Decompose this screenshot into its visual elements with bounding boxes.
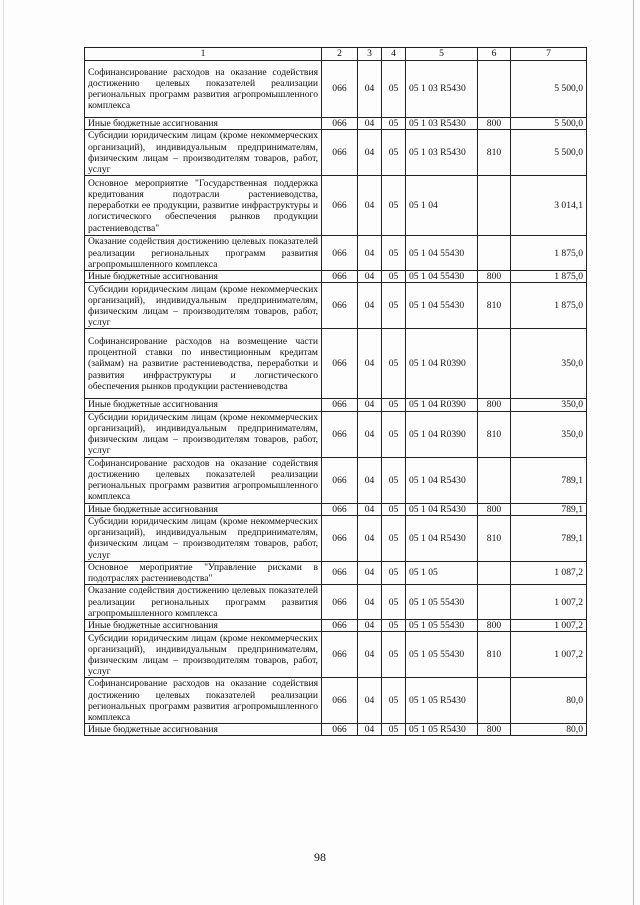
row-csr: 05 1 05 55430 — [406, 620, 478, 632]
header-col-7: 7 — [511, 48, 587, 61]
table-row — [85, 585, 587, 620]
row-rz: 04 — [358, 329, 382, 399]
row-vr: 810 — [478, 283, 511, 329]
row-grbs: 066 — [322, 271, 358, 283]
row-vr — [478, 236, 511, 271]
header-col-3: 3 — [358, 48, 382, 61]
row-sum: 1 875,0 — [511, 271, 587, 283]
row-csr: 05 1 05 R5430 — [406, 724, 478, 736]
row-csr: 05 1 04 R5430 — [406, 503, 478, 515]
row-grbs: 066 — [322, 236, 358, 271]
table-row — [85, 620, 587, 632]
row-grbs: 066 — [322, 130, 358, 176]
row-pr: 05 — [382, 632, 406, 678]
row-vr — [478, 61, 511, 118]
row-pr: 05 — [382, 61, 406, 118]
row-grbs: 066 — [322, 411, 358, 457]
row-rz: 04 — [358, 61, 382, 118]
row-rz: 04 — [358, 561, 382, 584]
row-name: Иные бюджетные ассигнования — [85, 271, 322, 283]
row-name: Оказание содействия достижению целевых показателей реализации региональных программ развития агропромышленного комплекса — [85, 585, 322, 620]
row-rz: 04 — [358, 585, 382, 620]
row-vr — [478, 678, 511, 724]
row-pr: 05 — [382, 176, 406, 236]
row-sum: 1 007,2 — [511, 632, 587, 678]
row-csr: 05 1 05 R5430 — [406, 678, 478, 724]
row-pr: 05 — [382, 271, 406, 283]
table-row — [85, 130, 587, 176]
table-row — [85, 561, 587, 584]
row-vr — [478, 585, 511, 620]
row-name: Иные бюджетные ассигнования — [85, 620, 322, 632]
row-pr: 05 — [382, 399, 406, 411]
row-name: Субсидии юридическим лицам (кроме некоммерческих организаций), индивидуальным предпринимателям, физическим лицам – производителям товаров, работ, услуг — [85, 411, 322, 457]
row-name: Софинансирование расходов на возмещение части процентной ставки по инвестиционным кредитам (займам) на развитие растениеводства, переработки и развития инфраструктуры и логистического обеспечения рынков продукции растениеводства — [85, 329, 322, 399]
row-vr — [478, 329, 511, 399]
row-rz: 04 — [358, 515, 382, 561]
table-row — [85, 515, 587, 561]
row-rz: 04 — [358, 118, 382, 130]
row-name: Субсидии юридическим лицам (кроме некоммерческих организаций), индивидуальным предпринимателям, физическим лицам – производителям товаров, работ, услуг — [85, 130, 322, 176]
row-pr: 05 — [382, 678, 406, 724]
row-rz: 04 — [358, 411, 382, 457]
row-sum: 80,0 — [511, 678, 587, 724]
row-vr: 800 — [478, 503, 511, 515]
row-csr: 05 1 05 — [406, 561, 478, 584]
row-csr: 05 1 04 R0390 — [406, 329, 478, 399]
row-sum: 789,1 — [511, 515, 587, 561]
row-pr: 05 — [382, 503, 406, 515]
row-vr — [478, 176, 511, 236]
row-vr: 800 — [478, 399, 511, 411]
row-grbs: 066 — [322, 503, 358, 515]
row-csr: 05 1 04 R0390 — [406, 399, 478, 411]
row-pr: 05 — [382, 236, 406, 271]
row-vr: 800 — [478, 724, 511, 736]
row-name: Субсидии юридическим лицам (кроме некоммерческих организаций), индивидуальным предпринимателям, физическим лицам – производителям товаров, работ, услуг — [85, 283, 322, 329]
row-pr: 05 — [382, 130, 406, 176]
row-csr: 05 1 03 R5430 — [406, 61, 478, 118]
row-grbs: 066 — [322, 118, 358, 130]
row-sum: 5 500,0 — [511, 130, 587, 176]
row-rz: 04 — [358, 236, 382, 271]
row-sum: 1 007,2 — [511, 620, 587, 632]
header-col-5: 5 — [406, 48, 478, 61]
row-pr: 05 — [382, 561, 406, 584]
row-grbs: 066 — [322, 61, 358, 118]
row-grbs: 066 — [322, 283, 358, 329]
row-vr — [478, 561, 511, 584]
row-rz: 04 — [358, 457, 382, 503]
row-grbs: 066 — [322, 724, 358, 736]
row-pr: 05 — [382, 515, 406, 561]
row-pr: 05 — [382, 457, 406, 503]
row-rz: 04 — [358, 271, 382, 283]
table-row — [85, 399, 587, 411]
row-name: Софинансирование расходов на оказание содействия достижению целевых показателей реализации региональных программ развития агропромышленного комплекса — [85, 678, 322, 724]
row-rz: 04 — [358, 632, 382, 678]
table-row — [85, 678, 587, 724]
table-row — [85, 503, 587, 515]
row-grbs: 066 — [322, 457, 358, 503]
row-rz: 04 — [358, 724, 382, 736]
row-vr: 810 — [478, 515, 511, 561]
row-grbs: 066 — [322, 585, 358, 620]
row-grbs: 066 — [322, 329, 358, 399]
row-rz: 04 — [358, 678, 382, 724]
row-sum: 5 500,0 — [511, 61, 587, 118]
table-row — [85, 283, 587, 329]
page-number: 98 — [314, 850, 326, 864]
row-csr: 05 1 04 55430 — [406, 283, 478, 329]
row-grbs: 066 — [322, 399, 358, 411]
row-name: Иные бюджетные ассигнования — [85, 503, 322, 515]
row-sum: 1 087,2 — [511, 561, 587, 584]
row-rz: 04 — [358, 620, 382, 632]
row-rz: 04 — [358, 283, 382, 329]
row-sum: 1 875,0 — [511, 236, 587, 271]
table-row — [85, 411, 587, 457]
row-sum: 350,0 — [511, 411, 587, 457]
row-rz: 04 — [358, 503, 382, 515]
header-col-1: 1 — [85, 48, 322, 61]
row-pr: 05 — [382, 724, 406, 736]
row-name: Иные бюджетные ассигнования — [85, 118, 322, 130]
row-csr: 05 1 05 55430 — [406, 632, 478, 678]
row-sum: 80,0 — [511, 724, 587, 736]
row-sum: 350,0 — [511, 399, 587, 411]
row-vr: 800 — [478, 118, 511, 130]
row-pr: 05 — [382, 118, 406, 130]
row-name: Субсидии юридическим лицам (кроме некоммерческих организаций), индивидуальным предпринимателям, физическим лицам – производителям товаров, работ, услуг — [85, 632, 322, 678]
row-sum: 1 875,0 — [511, 283, 587, 329]
row-pr: 05 — [382, 283, 406, 329]
row-csr: 05 1 04 R5430 — [406, 457, 478, 503]
row-name: Иные бюджетные ассигнования — [85, 399, 322, 411]
row-name: Субсидии юридическим лицам (кроме некоммерческих организаций), индивидуальным предпринимателям, физическим лицам – производителям товаров, работ, услуг — [85, 515, 322, 561]
table-row — [85, 457, 587, 503]
row-vr: 810 — [478, 632, 511, 678]
row-grbs: 066 — [322, 632, 358, 678]
table-body — [85, 48, 587, 736]
row-vr: 810 — [478, 411, 511, 457]
table-row — [85, 61, 587, 118]
header-col-4: 4 — [382, 48, 406, 61]
row-rz: 04 — [358, 399, 382, 411]
row-sum: 5 500,0 — [511, 118, 587, 130]
row-rz: 04 — [358, 176, 382, 236]
row-vr — [478, 457, 511, 503]
row-name: Оказание содействия достижению целевых показателей реализации региональных программ развития агропромышленного комплекса — [85, 236, 322, 271]
row-sum: 3 014,1 — [511, 176, 587, 236]
table-row — [85, 329, 587, 399]
row-csr: 05 1 04 R5430 — [406, 515, 478, 561]
row-pr: 05 — [382, 620, 406, 632]
header-col-2: 2 — [322, 48, 358, 61]
row-rz: 04 — [358, 130, 382, 176]
row-csr: 05 1 03 R5430 — [406, 118, 478, 130]
table-header-row — [85, 48, 587, 61]
row-csr: 05 1 04 55430 — [406, 271, 478, 283]
table-row — [85, 271, 587, 283]
row-grbs: 066 — [322, 515, 358, 561]
row-sum: 789,1 — [511, 457, 587, 503]
table-row — [85, 632, 587, 678]
row-name: Иные бюджетные ассигнования — [85, 724, 322, 736]
row-csr: 05 1 04 55430 — [406, 236, 478, 271]
row-sum: 789,1 — [511, 503, 587, 515]
row-vr: 810 — [478, 130, 511, 176]
scan-edge-right — [633, 0, 634, 905]
table-row — [85, 118, 587, 130]
row-pr: 05 — [382, 411, 406, 457]
row-pr: 05 — [382, 585, 406, 620]
row-csr: 05 1 05 55430 — [406, 585, 478, 620]
row-sum: 1 007,2 — [511, 585, 587, 620]
row-csr: 05 1 03 R5430 — [406, 130, 478, 176]
row-sum: 350,0 — [511, 329, 587, 399]
row-grbs: 066 — [322, 176, 358, 236]
scan-edge-left — [3, 0, 4, 905]
row-name: Основное мероприятие "Государственная поддержка кредитования подотрасли растениеводства, переработки ее продукции, развитие инфраструктуры и логистического обеспечения рынков продукции растениеводства" — [85, 176, 322, 236]
row-csr: 05 1 04 R0390 — [406, 411, 478, 457]
row-vr: 800 — [478, 620, 511, 632]
row-name: Софинансирование расходов на оказание содействия достижению целевых показателей реализации региональных программ развития агропромышленного комплекса — [85, 457, 322, 503]
row-grbs: 066 — [322, 620, 358, 632]
header-col-6: 6 — [478, 48, 511, 61]
row-name: Софинансирование расходов на оказание содействия достижению целевых показателей реализации региональных программ развития агропромышленного комплекса — [85, 61, 322, 118]
budget-table — [84, 47, 587, 736]
row-grbs: 066 — [322, 561, 358, 584]
table-row — [85, 724, 587, 736]
row-pr: 05 — [382, 329, 406, 399]
row-grbs: 066 — [322, 678, 358, 724]
table-row — [85, 176, 587, 236]
row-vr: 800 — [478, 271, 511, 283]
row-csr: 05 1 04 — [406, 176, 478, 236]
row-name: Основное мероприятие "Управление рисками в подотраслях растениеводства" — [85, 561, 322, 584]
table-row — [85, 236, 587, 271]
